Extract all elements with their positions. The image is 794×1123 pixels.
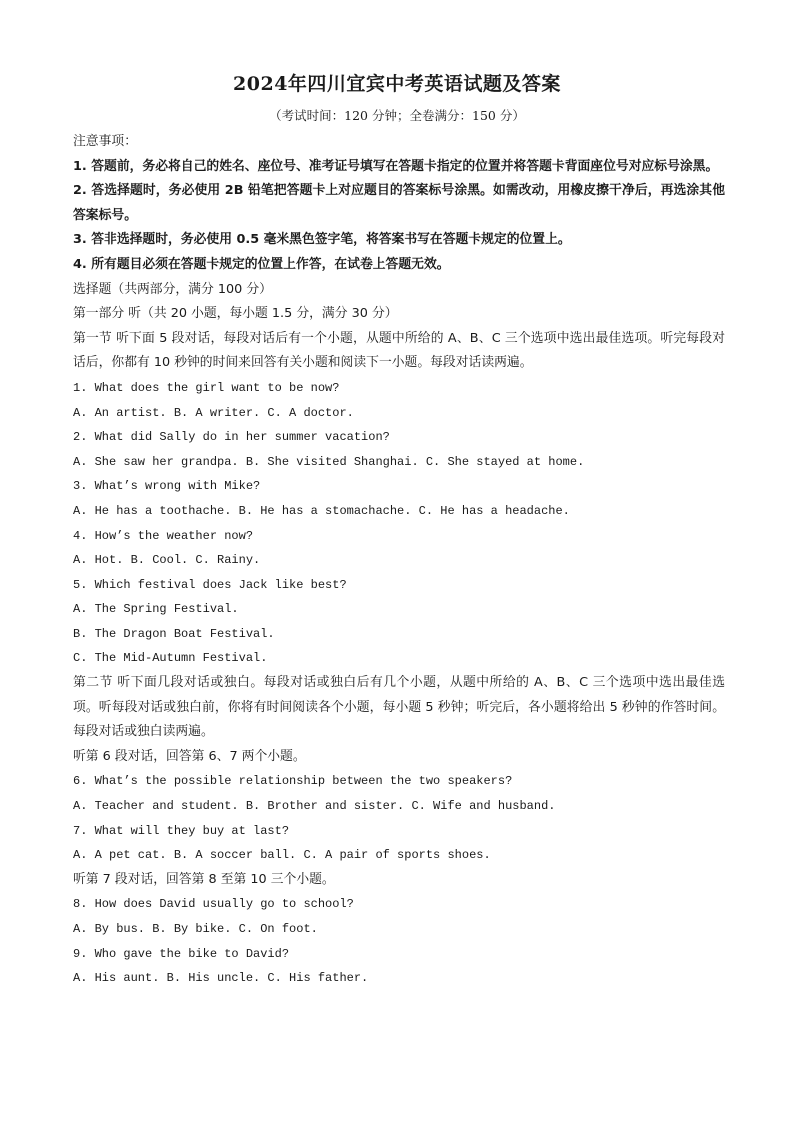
notice-item: 3. 答非选择题时，务必使用 0.5 毫米黑色签字笔，将答案书写在答题卡规定的位置上。 bbox=[73, 232, 571, 248]
dialog-heading: 听第 7 段对话，回答第 8 至第 10 三个小题。 bbox=[73, 871, 335, 887]
notice-item: 1. 答题前，务必将自己的姓名、座位号、准考证号填写在答题卡指定的位置并将答题卡背面座位号对应标号涂黑。 bbox=[73, 158, 719, 174]
section2-instructions: 第二节 听下面几段对话或独白。每段对话或独白后有几个小题，从题中所给的 A、B、C 三个选项中选出最佳选项。听每段对话或独白前，你将有时间阅读各个小题，每小题 5 秒钟；听完后，各小题将给出 5 秒钟的作答时间。每段对话或独白读两遍。 bbox=[73, 675, 725, 740]
exam-content bbox=[73, 130, 725, 991]
question-stem: 4. How’s the weather now? bbox=[73, 528, 254, 543]
question-stem: 2. What did Sally do in her summer vacation? bbox=[73, 430, 390, 445]
question-options: A. A pet cat. B. A soccer ball. C. A pair of sports shoes. bbox=[73, 848, 491, 863]
question-options: A. His aunt. B. His uncle. C. His father. bbox=[73, 971, 369, 986]
question-stem: 9. Who gave the bike to David? bbox=[73, 946, 290, 961]
question-options: A. She saw her grandpa. B. She visited Shanghai. C. She stayed at home. bbox=[73, 454, 585, 469]
question-stem: 7. What will they buy at last? bbox=[73, 823, 290, 838]
question-stem: 3. What’s wrong with Mike? bbox=[73, 479, 261, 494]
exam-time-info: （考试时间：120 分钟；全卷满分：150 分） bbox=[269, 108, 525, 123]
notice-heading: 注意事项： bbox=[73, 134, 137, 149]
notice-item: 2. 答选择题时，务必使用 2B 铅笔把答题卡上对应题目的答案标号涂黑。如需改动，用橡皮擦干净后，再选涂其他答案标号。 bbox=[73, 183, 725, 223]
question-options: A. Hot. B. Cool. C. Rainy. bbox=[73, 553, 261, 568]
question-option: A. The Spring Festival. bbox=[73, 602, 239, 617]
section1-instructions: 第一节 听下面 5 段对话，每段对话后有一个小题，从题中所给的 A、B、C 三个选项中选出最佳选项。听完每段对话后，你都有 10 秒钟的时间来回答有关小题和阅读下一小题。每段对话读两遍。 bbox=[73, 330, 725, 371]
question-option: C. The Mid-Autumn Festival. bbox=[73, 651, 268, 666]
question-stem: 6. What’s the possible relationship between the two speakers? bbox=[73, 774, 513, 789]
question-stem: 1. What does the girl want to be now? bbox=[73, 380, 340, 395]
notice-item: 4. 所有题目必须在答题卡规定的位置上作答，在试卷上答题无效。 bbox=[73, 256, 450, 272]
part1-heading: 第一部分 听（共 20 小题，每小题 1.5 分，满分 30 分） bbox=[73, 306, 398, 322]
question-options: A. An artist. B. A writer. C. A doctor. bbox=[73, 405, 354, 420]
question-option: B. The Dragon Boat Festival. bbox=[73, 626, 275, 641]
choice-section-heading: 选择题（共两部分，满分 100 分） bbox=[73, 281, 272, 297]
page-title: 2024年四川宜宾中考英语试题及答案 bbox=[233, 73, 561, 95]
question-options: A. By bus. B. By bike. C. On foot. bbox=[73, 922, 318, 936]
question-stem: 8. How does David usually go to school? bbox=[73, 897, 354, 912]
question-options: A. He has a toothache. B. He has a stomachache. C. He has a headache. bbox=[73, 503, 570, 518]
question-options: A. Teacher and student. B. Brother and sister. C. Wife and husband. bbox=[73, 799, 556, 814]
question-stem: 5. Which festival does Jack like best? bbox=[73, 577, 347, 592]
dialog-heading: 听第 6 段对话，回答第 6、7 两个小题。 bbox=[73, 748, 306, 764]
